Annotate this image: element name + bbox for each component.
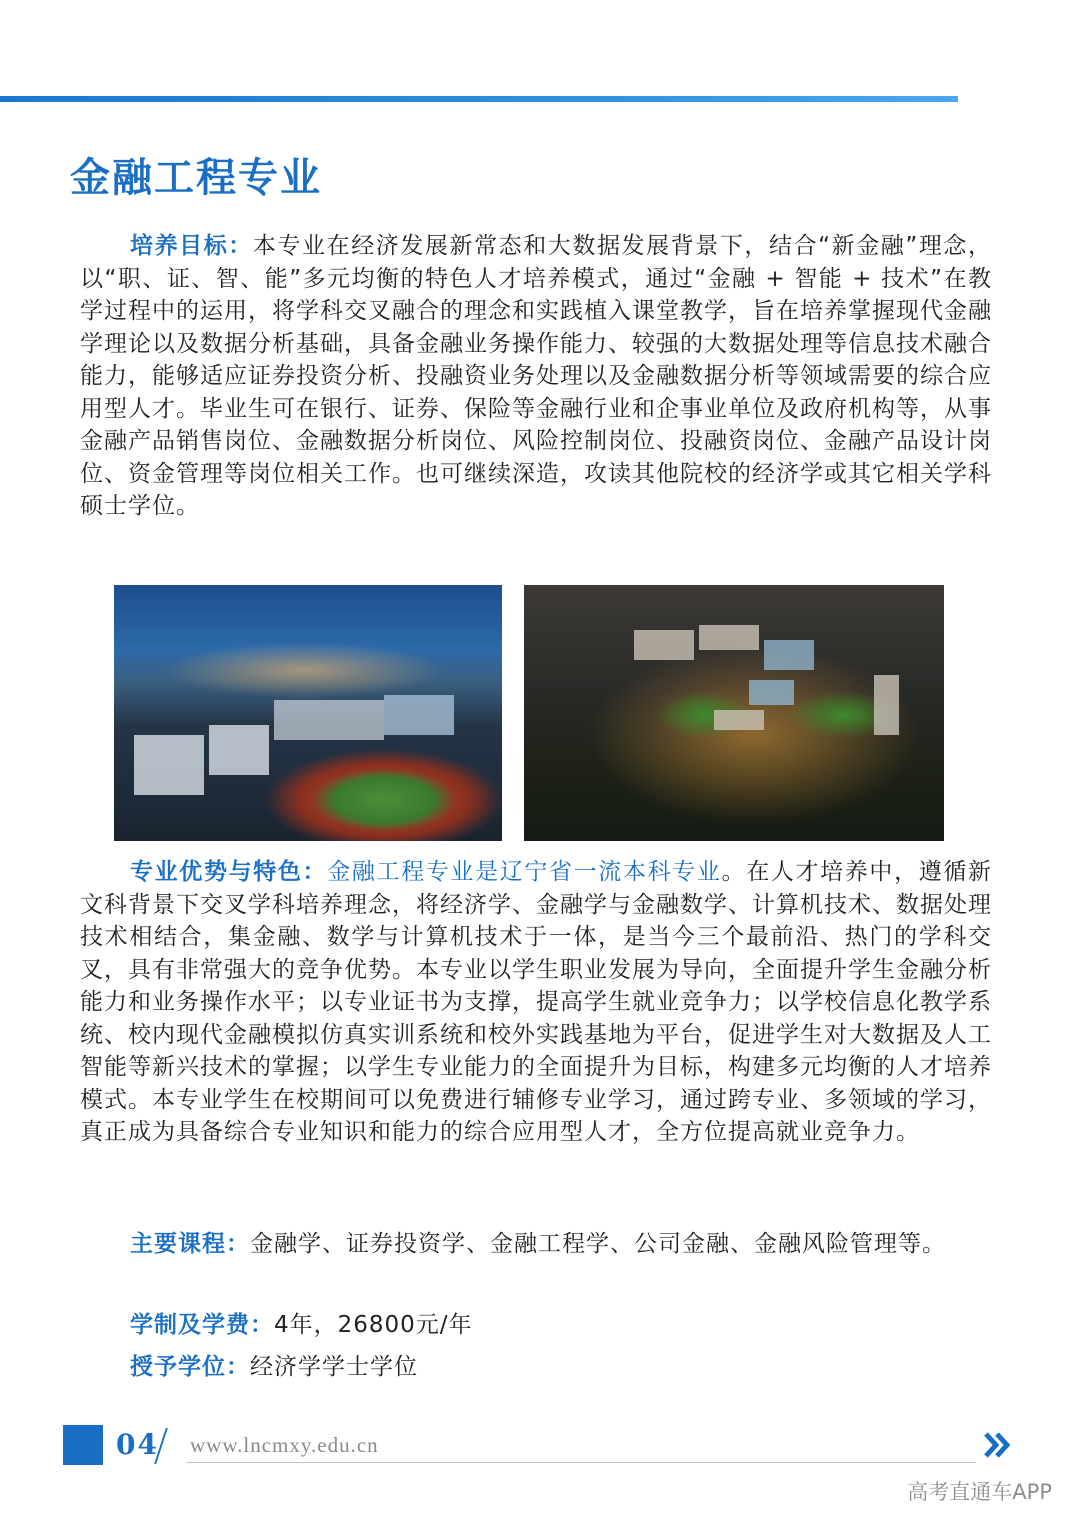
page-number: 04 [116,1428,159,1461]
courses-paragraph [80,1228,992,1261]
courses-text: 金融学、证券投资学、金融工程学、公司金融、金融风险管理等。 [250,1231,946,1257]
courses-label: 主要课程： [130,1230,250,1257]
campus-photo-aerial [524,585,944,841]
duration-fee-text: 4年，26800元/年 [274,1312,473,1338]
advantage-highlight: 金融工程专业是辽宁省一流本科专业 [327,859,722,885]
training-goal-text: 本专业在经济发展新常态和大数据发展背景下，结合“新金融”理念，以“职、证、智、能”多元均衡的特色人才培养模式，通过“金融 + 智能 + 技术”在教学过程中的运用，将学科交叉融合的理念和实践植入课堂教学，旨在培养掌握现代金融学理论以及数据分析基础，具备金融业务操作能力、较强的大数据处理等信息技术融合能力，能够适应证券投资分析、投融资业务处理以及金融数据分析等领域需要的综合应用型人才。毕业生可在银行、证券、保险等金融行业和企事业单位及政府机构等，从事金融产品销售岗位、金融数据分析岗位、风险控制岗位、投融资岗位、金融产品设计岗位、资金管理等岗位相关工作。也可继续深造，攻读其他院校的经济学或其它相关学科硕士学位。 [80,233,992,519]
page-title: 金融工程专业 [70,155,322,201]
footer-square-mark [63,1425,103,1465]
training-goal-label: 培养目标： [130,232,253,259]
advantage-label: 专业优势与特色： [130,858,328,885]
duration-fee-label: 学制及学费： [130,1311,274,1338]
watermark-text: 高考直通车APP [907,1480,1052,1504]
duration-fee-line [80,1306,473,1339]
top-accent-bar [0,96,958,102]
advantage-paragraph [80,856,992,1216]
advantage-text: 。在人才培养中，遵循新文科背景下交叉学科培养理念，将经济学、金融学与金融数学、计算机技术、数据处理技术相结合，集金融、数学与计算机技术于一体，是当今三个最前沿、热门的学科交叉，具有非常强大的竞争优势。本专业以学生职业发展为导向，全面提升学生金融分析能力和业务操作水平；以专业证书为支撑，提高学生就业竞争力；以学校信息化教学系统、校内现代金融模拟仿真实训系统和校外实践基地为平台，促进学生对大数据及人工智能等新兴技术的掌握；以学生专业能力的全面提升为目标，构建多元均衡的人才培养模式。本专业学生在校期间可以免费进行辅修专业学习，通过跨专业、多领域的学习，真正成为具备综合专业知识和能力的综合应用型人才，全方位提高就业竞争力。 [80,859,992,1145]
degree-label: 授予学位： [130,1353,250,1380]
degree-line [80,1348,418,1381]
degree-text: 经济学学士学位 [250,1354,418,1380]
footer-divider [186,1462,976,1463]
website-url[interactable]: www.lncmxy.edu.cn [190,1433,379,1457]
training-goal-paragraph [80,230,992,570]
double-chevron-right-icon[interactable] [982,1430,1012,1460]
campus-photo-stadium [114,585,502,841]
